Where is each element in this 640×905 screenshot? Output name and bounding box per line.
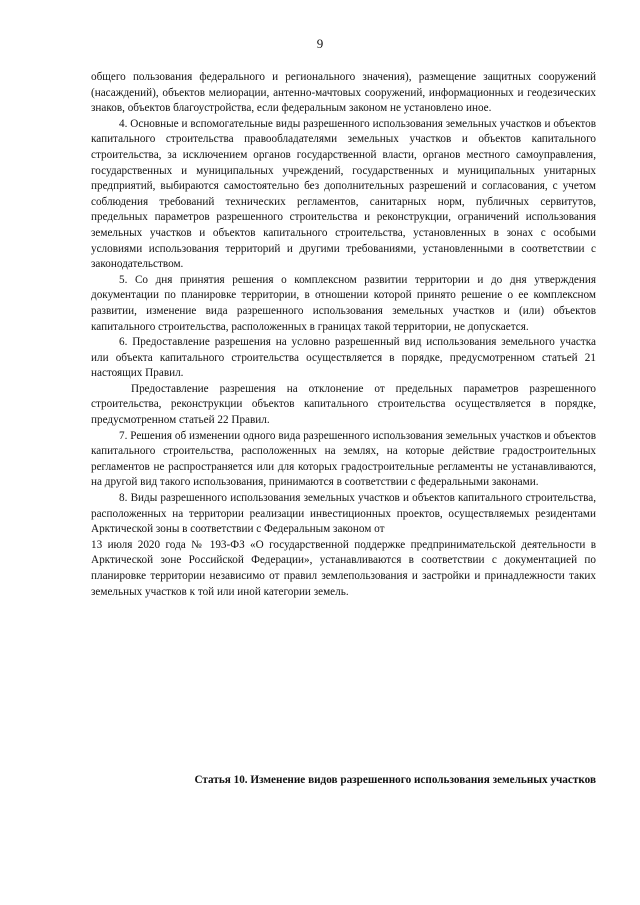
paragraph-item-6: 6. Предоставление разрешения на условно разрешенный вид использования земельного участка или объекта капитального строительства осуществляется в порядке, предусмотренном статьей 21 настоящих Правил. [91,336,596,380]
paragraph-item-7: 7. Решения об изменении одного вида разрешенного использования земельных участков и объектов капитального строительства, расположенных на землях, на которые действие градостроительных регламентов не распространяется или для которых градостроительные регламенты не устанавливаются, на другой вид такого использования, принимаются в соответствии с федеральными законами. [91,429,596,489]
paragraph-item-5: 5. Со дня принятия решения о комплексном развитии территории и до дня утверждения документации по планировке территории, в отношении которой принято решение о ее комплексном развитии, изменение вида разрешенного использования земельных участков и (или) объектов капитального строительства, расположенных в границах такой территории, не допускается. [91,273,596,333]
paragraph-item-6-deviation: Предоставление разрешения на отклонение от предельных параметров разрешенного строительства, реконструкции объектов капитального строительства осуществляется в порядке, предусмотренном статьей 22 Правил. [91,382,596,427]
page-number: 9 [316,36,324,51]
paragraph-item-4: 4. Основные и вспомогательные виды разрешенного использования земельных участков и объектов капитального строительства правообладателями земельных участков и объектов капитального строительства, за исключением органов государственной власти, органов местного самоуправления, государственных и муниципальных учреждений, государственных и муниципальных унитарных предприятий, выбираются самостоятельно без дополнительных разрешений и согласования, с учетом соблюдения требований технических регламентов, санитарных норм, публичных сервитутов, предельных параметров разрешенного строительства и реконструкции, ограничений использования земельных участков и объектов капитального строительства, установленных в зонах с особыми условиями использования территорий и другими требованиями, установленными в соответствии с законодательством. [91,117,596,271]
article-heading: Статья 10. Изменение видов разрешенного использования земельных участков [194,774,596,786]
paragraph-continuation: общего пользования федерального и регионального значения), размещение защитных сооружений (насаждений), объектов мелиорации, антенно-мачтовых сооружений, информационных и геодезических знаков, объектов благоустройства, если федеральным законом не установлено иное. [91,71,596,115]
paragraph-item-8: 8. Виды разрешенного использования земельных участков и объектов капитального строительства, расположенных на территории реализации инвестиционных проектов, осуществляемых резидентами Арктической зоны в соответствии с Федеральным законом от [91,492,596,536]
document-body [91,70,596,600]
paragraph-item-8-continued: 13 июля 2020 года № 193-ФЗ «О государственной поддержке предпринимательской деятельности в Арктической зоне Российской Федерации», устанавливаются в соответствии с документацией по планировке территории независимо от правил землепользования и застройки и принадлежности таких земельных участков к той или иной категории земель. [91,538,596,598]
